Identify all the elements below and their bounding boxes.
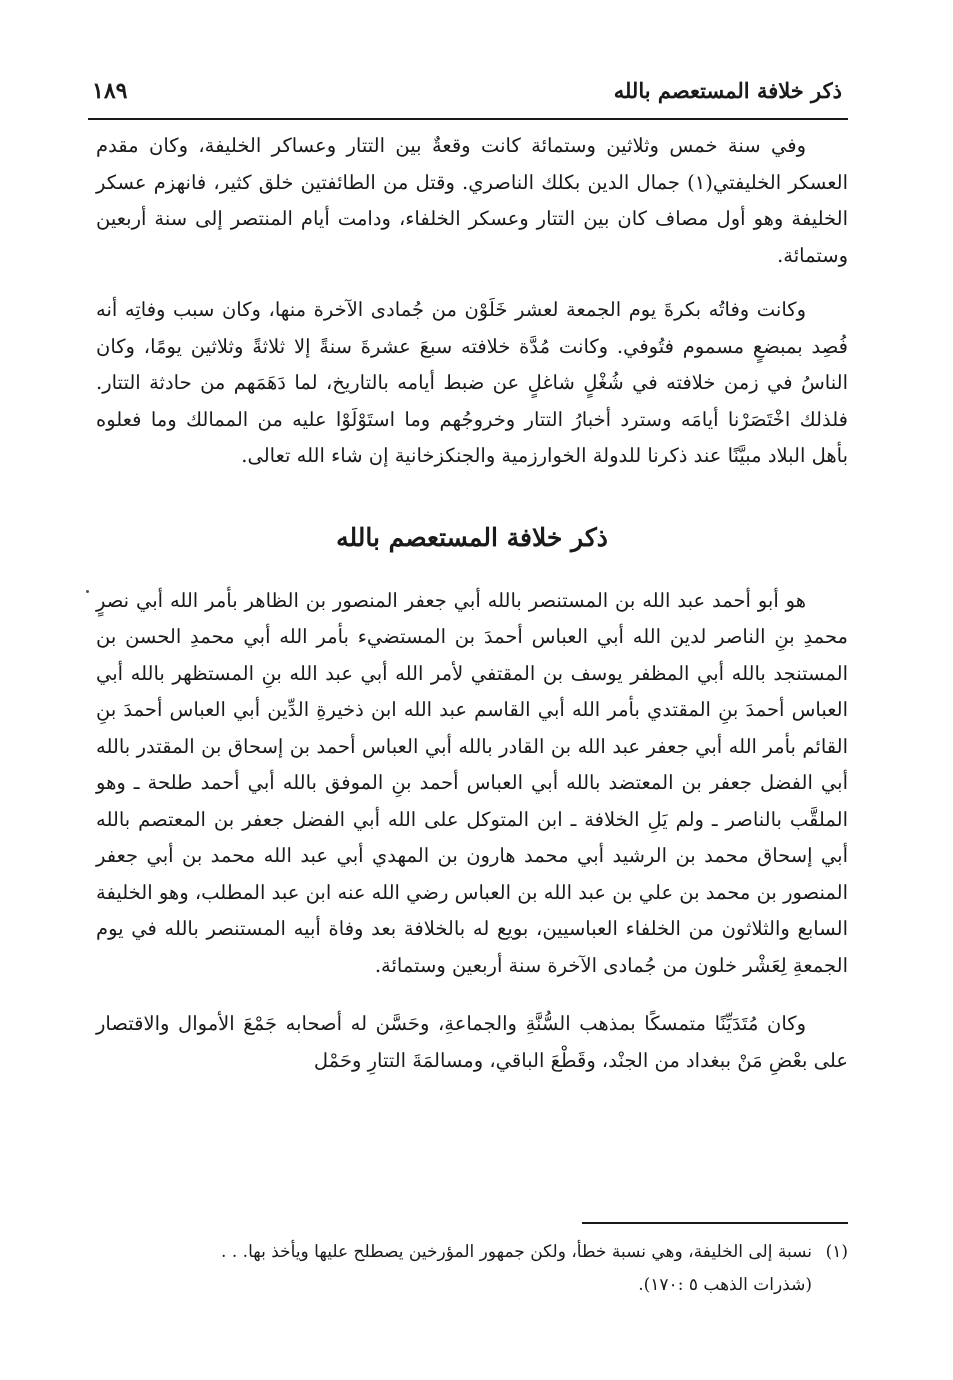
paragraph-4: وكان مُتَدَيِّنًا متمسكًا بمذهب السُّنَّةِ والجماعةِ، وحَسَّن له أصحابه جَمْعَ الأموال والاقتصار على بعْضِ مَنْ ببغداد من الجنْد، وقَطْعَ الباقي، ومسالمَةَ التتارِ وحَمْل — [96, 1012, 848, 1072]
body-text — [96, 128, 848, 1079]
footnote-source: (شذرات الذهب ٥ :١٧٠). — [638, 1275, 812, 1295]
footnote-divider — [582, 1222, 848, 1224]
scan-speck — [86, 590, 89, 593]
footnote-marker: (١) — [825, 1242, 848, 1262]
section-title: ذكر خلافة المستعصم بالله — [336, 522, 608, 552]
page-header — [88, 74, 848, 120]
page-number: ١٨٩ — [92, 78, 128, 104]
footnote-text: نسبة إلى الخليفة، وهي نسبة خطأ، ولكن جمهور المؤرخين يصطلح عليها ويأخذ بها. . . — [221, 1242, 812, 1262]
paragraph-1: وفي سنة خمس وثلاثين وستمائة كانت وقعةٌ بين التتار وعساكر الخليفة، وكان مقدم العسكر الخليفتي(١) جمال الدين بكلك الناصري. وقتل من الطائفتين خلق كثير، فانهزم عسكر الخليفة وهو أول مصاف كان بين التتار وعسكر الخلفاء، ودامت أيام المنتصر إلى سنة أربعين وستمائة. — [96, 134, 848, 267]
paragraph-2: وكانت وفاتُه بكرةَ يوم الجمعة لعشر خَلَوْن من جُمادى الآخرة منها، وكان سبب وفاتِه أنه فُصِد بمبضعٍ مسموم فتُوفي. وكانت مُدَّة خلافته سبعَ عشرةَ سنةً إلا ثلاثةً وثلاثين يومًا، وكان الناسُ في زمن خلافته في شُغْلٍ شاغلٍ عن ضبط أيامه بالتاريخ، لما دَهَمَهم من حادثة التتار. فلذلك اخْتَصَرْنا أيامَه وسترد أخبارُ التتار وخروجُهم وما استَوْلَوْا عليه من الممالك وما فعلوه بأهل البلاد مبيَّنًا عند ذكرنا للدولة الخوارزمية والجنكزخانية إن شاء الله تعالى. — [96, 298, 848, 467]
paragraph-3: هو أبو أحمد عبد الله بن المستنصر بالله أبي جعفر المنصور بن الظاهر بأمر الله أبي نصرٍ محمدِ بنِ الناصر لدين الله أبي العباس أحمدَ بن المستضيء بأمر الله أبي محمدِ الحسن بن المستنجد بالله أبي المظفر يوسف بن المقتفي لأمر الله أبي عبد الله بنِ المستظهر بالله أبي العباس أحمدَ بنِ المقتدي بأمر الله أبي القاسم عبد الله ابن ذخيرةِ الدِّين أبي العباس أحمدَ بنِ القائم بأمر الله أبي جعفر عبد الله بن القادر بالله أبي العباس أحمد بن إسحاق بن المقتدر بالله أبي الفضل جعفر بن المعتضد بالله أبي العباس أحمد بنِ الموفق بالله أبي أحمد طلحة ـ وهو الملقَّب بالناصر ـ ولم يَلِ الخلافة ـ ابن المتوكل على الله أبي الفضل جعفر بن المعتصم بالله أبي إسحاق محمد بن الرشيد أبي محمد هارون بن المهدي أبي عبد الله محمد بن أبي جعفر المنصور بن محمد بن علي بن عبد الله بن العباس رضي الله عنه ابن عبد المطلب، وهو الخليفة السابع والثلاثون من الخلفاء العباسيين، بويع له بالخلافة بعد وفاة أبيه المستنصر بالله في يوم الجمعةِ لِعَشْر خلون من جُمادى الآخرة سنة أربعين وستمائة. — [96, 588, 848, 977]
footnote-line-1 — [96, 1236, 848, 1269]
footnote — [96, 1236, 848, 1302]
running-title: ذكر خلافة المستعصم بالله — [613, 78, 842, 103]
